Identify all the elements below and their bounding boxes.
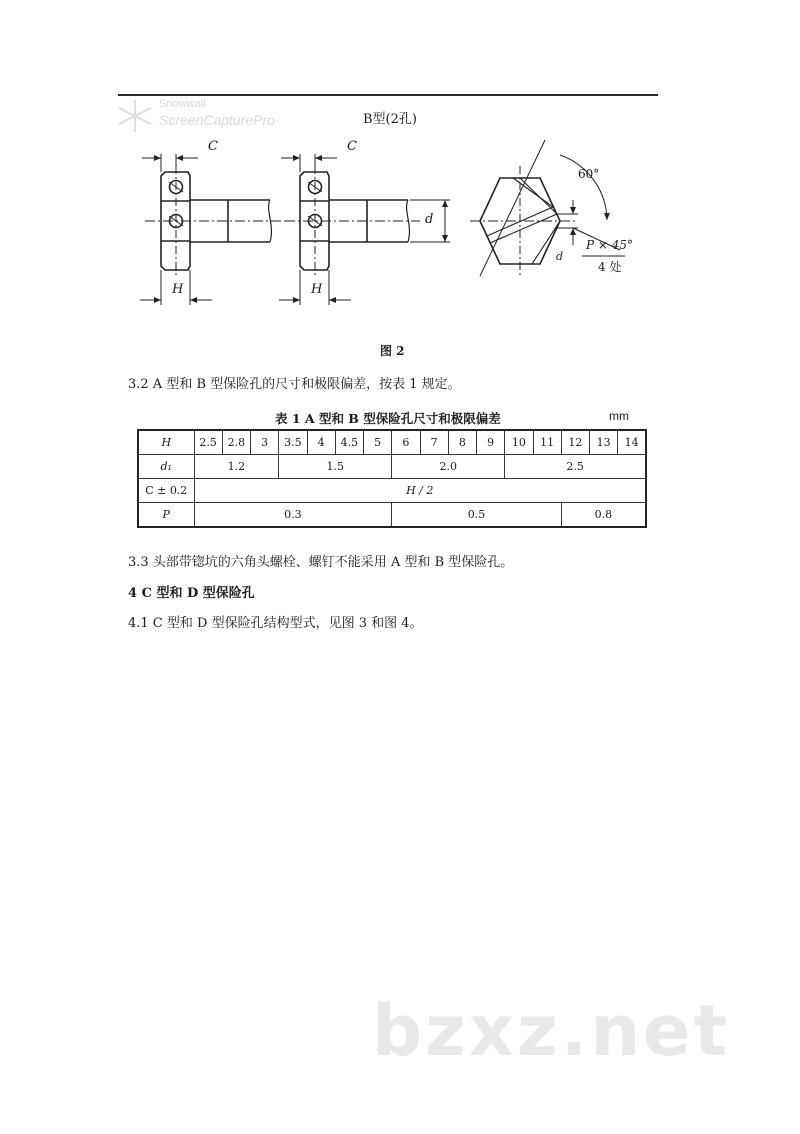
d1-cell: 2.0: [392, 455, 505, 479]
site-watermark: bzxz.net: [372, 990, 731, 1072]
table-unit: mm: [609, 409, 629, 423]
table-row-d1: [138, 455, 646, 479]
h-cell: 5: [364, 430, 392, 455]
dimension-table: [137, 429, 647, 528]
h-cell: 10: [505, 430, 533, 455]
paragraph-3-3: 3.3 头部带锪坑的六角头螺栓、螺钉不能采用 A 型和 B 型保险孔。: [128, 555, 514, 570]
row-label-p: P: [138, 503, 194, 528]
label-d-middle: d: [425, 212, 434, 227]
h-cell: 7: [420, 430, 448, 455]
row-label-d1: d₁: [138, 455, 194, 479]
label-d-hex: d: [556, 250, 564, 263]
paragraph-3-2: 3.2 A 型和 B 型保险孔的尺寸和极限偏差，按表 1 规定。: [128, 377, 461, 392]
header-rule: [118, 94, 658, 96]
table-row-c: [138, 479, 646, 503]
d1-cell: 1.5: [279, 455, 392, 479]
label-angle: 60°: [578, 167, 600, 181]
section-heading-4: 4 C 型和 D 型保险孔: [128, 586, 255, 601]
label-h-left: H: [172, 282, 184, 297]
h-cell: 12: [561, 430, 589, 455]
ghost-brand-line1: Snowwall: [159, 98, 206, 110]
p-cell: 0.5: [392, 503, 562, 528]
label-count: 4 处: [598, 260, 622, 274]
h-cell: 9: [477, 430, 505, 455]
figure-title: B型(2孔): [363, 112, 417, 127]
d1-cell: 1.2: [194, 455, 279, 479]
ghost-brand-line2: ScreenCapturePro: [159, 112, 275, 128]
technical-drawing: [120, 130, 660, 330]
p-cell: 0.8: [561, 503, 646, 528]
h-cell: 2.8: [222, 430, 250, 455]
label-h-middle: H: [311, 282, 323, 297]
figure-caption: 图 2: [380, 344, 405, 358]
c-cell: H / 2: [194, 479, 646, 503]
row-label-c: C ± 0.2: [138, 479, 194, 503]
h-cell: 4.5: [335, 430, 363, 455]
p-cell: 0.3: [194, 503, 392, 528]
h-cell: 11: [533, 430, 561, 455]
label-p45: P × 45°: [586, 238, 634, 252]
h-cell: 13: [590, 430, 618, 455]
h-cell: 3: [251, 430, 279, 455]
table-row-p: [138, 503, 646, 528]
h-cell: 14: [618, 430, 646, 455]
paragraph-4-1: 4.1 C 型和 D 型保险孔结构型式，见图 3 和图 4。: [128, 616, 423, 631]
h-cell: 8: [448, 430, 476, 455]
table-title: 表 1 A 型和 B 型保险孔尺寸和极限偏差: [275, 411, 501, 426]
faint-logo-watermark: [115, 98, 330, 134]
h-cell: 4: [307, 430, 335, 455]
row-label-h: H: [138, 430, 194, 455]
label-c-left: C: [208, 139, 218, 154]
h-cell: 3.5: [279, 430, 307, 455]
h-cell: 2.5: [194, 430, 222, 455]
d1-cell: 2.5: [505, 455, 646, 479]
snowflake-icon: [115, 98, 155, 134]
label-c-middle: C: [347, 139, 357, 154]
table-row-h: [138, 430, 646, 455]
h-cell: 6: [392, 430, 420, 455]
